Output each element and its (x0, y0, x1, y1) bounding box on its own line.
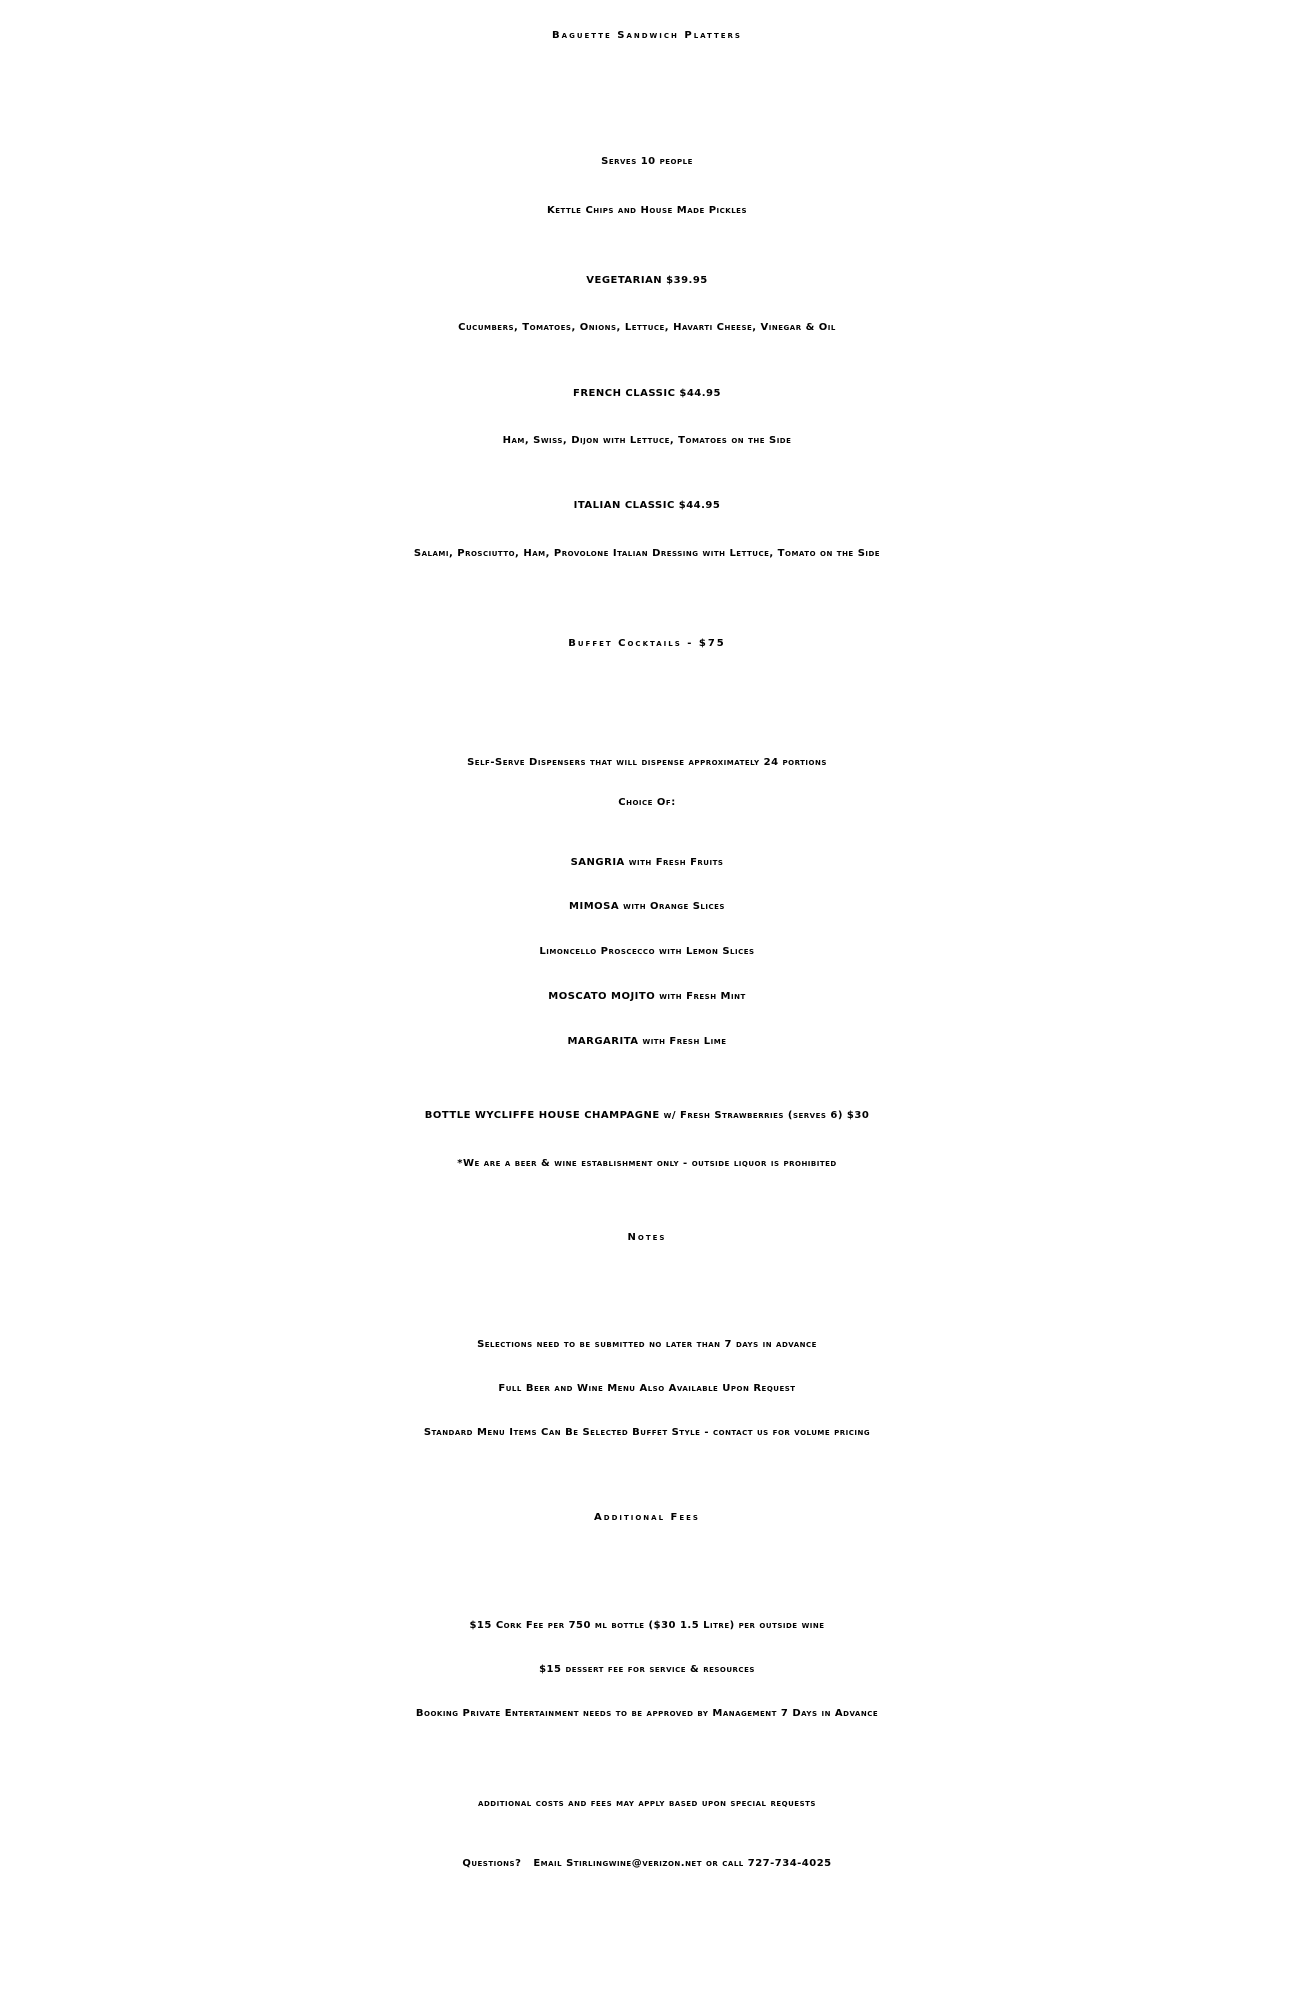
note-line-deadline: Selections need to be submitted no later than 7 days in advance (477, 1339, 817, 1350)
liquor-disclaimer: *We are a beer & wine establishment only - outside liquor is prohibited (457, 1158, 837, 1169)
baguette-title: Baguette Sandwich Platters (552, 30, 742, 41)
note-line-buffet: Standard Menu Items Can Be Selected Buffet Style - contact us for volume pricing (423, 1427, 871, 1438)
notes-title: Notes (627, 1232, 667, 1243)
cocktail-option-mojito: MOSCATO MOJITO with Fresh Mint (548, 991, 746, 1002)
contact-line: Questions? Email Stirlingwine@verizon.net or call 727-734-4025 (462, 1858, 832, 1869)
cocktail-option-mimosa: MIMOSA with Orange Slices (569, 901, 725, 912)
item-name-french-classic: FRENCH CLASSIC $44.95 (573, 388, 721, 399)
item-name-vegetarian: VEGETARIAN $39.95 (586, 275, 708, 286)
fees-title: Additional Fees (594, 1512, 700, 1523)
cocktails-title: Buffet Cocktails - $75 (568, 638, 726, 649)
champagne-offer: BOTTLE WYCLIFFE HOUSE CHAMPAGNE w/ Fresh Strawberries (serves 6) $30 (424, 1110, 870, 1121)
cocktails-choice: Choice Of: (618, 797, 676, 808)
note-line-menu: Full Beer and Wine Menu Also Available Upon Request (498, 1383, 796, 1394)
fee-line-cork: $15 Cork Fee per 750 ml bottle ($30 1.5 Litre) per outside wine (469, 1620, 825, 1631)
cocktail-option-margarita: MARGARITA with Fresh Lime (567, 1036, 727, 1047)
item-desc-italian-classic: Salami, Prosciutto, Ham, Provolone Italian Dressing with Lettuce, Tomato on the Side (413, 548, 881, 559)
fee-line-dessert: $15 dessert fee for service & resources (539, 1664, 755, 1675)
cocktail-option-limoncello: Limoncello Proscecco with Lemon Slices (539, 946, 755, 957)
cocktail-option-sangria: SANGRIA with Fresh Fruits (570, 857, 724, 868)
baguette-serves: Serves 10 people (601, 156, 693, 167)
item-desc-vegetarian: Cucumbers, Tomatoes, Onions, Lettuce, Havarti Cheese, Vinegar & Oil (458, 322, 836, 333)
fee-line-entertainment: Booking Private Entertainment needs to be approved by Management 7 Days in Advance (415, 1708, 879, 1719)
baguette-sides: Kettle Chips and House Made Pickles (546, 205, 748, 216)
cocktails-subtitle: Self-Serve Dispensers that will dispense approximately 24 portions (467, 757, 827, 768)
item-desc-french-classic: Ham, Swiss, Dijon with Lettuce, Tomatoes on the Side (502, 435, 792, 446)
item-name-italian-classic: ITALIAN CLASSIC $44.95 (573, 500, 721, 511)
fees-footnote: additional costs and fees may apply based upon special requests (478, 1798, 816, 1809)
